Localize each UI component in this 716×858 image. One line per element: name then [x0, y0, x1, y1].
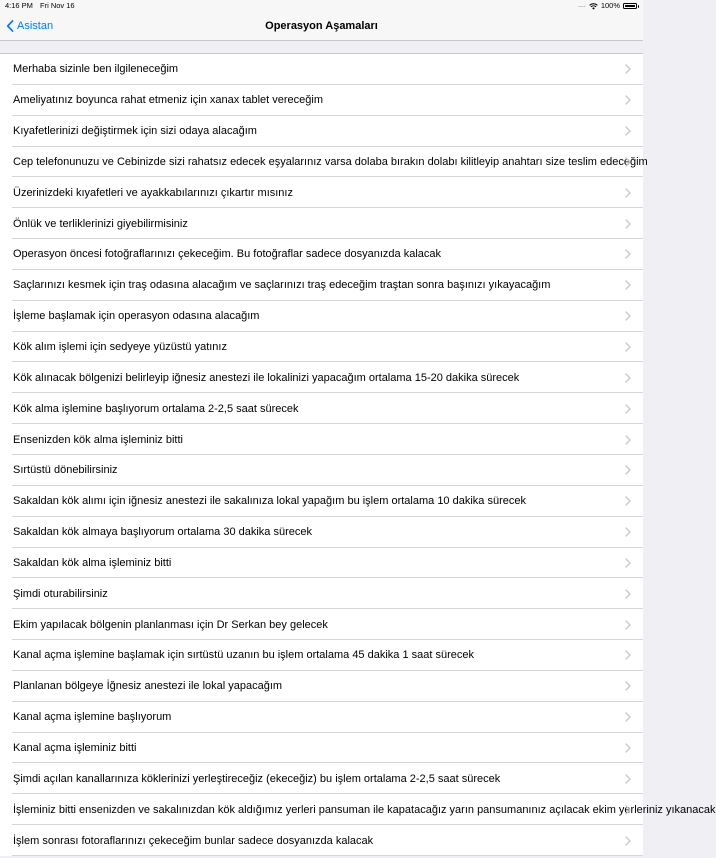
list-item[interactable]	[0, 671, 643, 702]
cellular-signal-icon: ....	[578, 2, 586, 9]
list-item-label: Kanal açma işleminiz bitti	[13, 741, 137, 754]
list-item-label: Cep telefonunuzu ve Cebinizde sizi rahatsız edecek eşyalarınız varsa dolaba bırakın dolabı kilitleyip anahtarı size teslim edeceğim	[13, 155, 648, 168]
chevron-right-icon	[625, 589, 631, 599]
list-item[interactable]	[0, 116, 643, 147]
list-item[interactable]	[0, 609, 643, 640]
back-button-label: Asistan	[17, 20, 54, 32]
list-item[interactable]	[0, 517, 643, 548]
list-item-label: Kök alım işlemi için sedyeye yüzüstü yatınız	[13, 341, 227, 354]
wifi-icon	[589, 3, 598, 10]
list-item[interactable]	[0, 702, 643, 733]
list-item[interactable]	[0, 239, 643, 270]
chevron-right-icon	[625, 558, 631, 568]
back-button[interactable]	[6, 12, 53, 40]
list-item[interactable]	[0, 794, 716, 825]
chevron-right-icon	[625, 681, 631, 691]
list-item-label: Sırtüstü dönebilirsiniz	[13, 464, 118, 477]
chevron-right-icon	[625, 774, 631, 784]
list-item[interactable]	[0, 763, 643, 794]
status-indicators	[578, 0, 637, 12]
chevron-right-icon	[625, 465, 631, 475]
chevron-left-icon	[6, 20, 14, 32]
list-item[interactable]	[0, 486, 643, 517]
battery-icon	[623, 3, 637, 9]
list-item-label: Sakaldan kök almaya başlıyorum ortalama 30 dakika sürecek	[13, 526, 312, 539]
list-item-label: Kanal açma işlemine başlıyorum	[13, 711, 172, 724]
list-item-label: Operasyon öncesi fotoğraflarınızı çekeceğim. Bu fotoğraflar sadece dosyanızda kalacak	[13, 248, 442, 261]
chevron-right-icon	[625, 743, 631, 753]
list-item[interactable]	[0, 270, 643, 301]
list-item-label: Sakaldan kök alma işleminiz bitti	[13, 556, 172, 569]
list-item-label: Kök alınacak bölgenizi belirleyip iğnesiz anestezi ile lokalinizi yapacağım ortalama 15-20 dakika sürecek	[13, 371, 520, 384]
list-item[interactable]	[0, 177, 643, 208]
chevron-right-icon	[625, 280, 631, 290]
chevron-right-icon	[625, 712, 631, 722]
list-item[interactable]	[0, 733, 643, 764]
chevron-right-icon	[625, 404, 631, 414]
chevron-right-icon	[625, 527, 631, 537]
list-item-label: Üzerinizdeki kıyafetleri ve ayakkabılarınızı çıkartır mısınız	[13, 186, 293, 199]
list-item-label: Şimdi oturabilirsiniz	[13, 587, 108, 600]
list-item[interactable]	[0, 208, 643, 239]
list-item-label: Sakaldan kök alımı için iğnesiz anestezi ile sakalınıza lokal yapağım bu işlem ortalama 10 dakika sürecek	[13, 495, 526, 508]
list-item[interactable]	[0, 147, 648, 178]
list-item-label: Saçlarınızı kesmek için traş odasına alacağım ve saçlarınızı traş edeceğim traştan sonra başınızı yıkayacağım	[13, 279, 551, 292]
list-item[interactable]	[0, 455, 643, 486]
chevron-right-icon	[625, 435, 631, 445]
list-item-label: İşleminiz bitti ensenizden ve sakalınızdan kök aldığımız yerleri pansuman ile kapatacağız yarın pansumanınız açılacak ekim yerleriniz yıkanacak	[13, 803, 716, 816]
list-item-label: Ekim yapılacak bölgenin planlanması için Dr Serkan bey gelecek	[13, 618, 328, 631]
chevron-right-icon	[625, 249, 631, 259]
list-item-label: İşleme başlamak için operasyon odasına alacağım	[13, 310, 260, 323]
status-time: 4:16 PM	[5, 1, 33, 10]
chevron-right-icon	[625, 805, 631, 815]
list-item-label: Planlanan bölgeye İğnesiz anestezi ile lokal yapacağım	[13, 680, 283, 693]
chevron-right-icon	[625, 620, 631, 630]
battery-percent: 100%	[600, 1, 620, 10]
chevron-right-icon	[625, 373, 631, 383]
list-item-label: Merhaba sizinle ben ilgileneceğim	[13, 63, 179, 76]
chevron-right-icon	[625, 342, 631, 352]
chevron-right-icon	[625, 836, 631, 846]
list-item-label: Şimdi açılan kanallarınıza köklerinizi yerleştireceğiz (ekeceğiz) bu işlem ortalama 2-2,5 saat sürecek	[13, 772, 501, 785]
list-item[interactable]	[0, 85, 643, 116]
list-item[interactable]	[0, 362, 643, 393]
navigation-bar	[0, 12, 643, 41]
list-item-label: Kanal açma işlemine başlamak için sırtüstü uzanın bu işlem ortalama 45 dakika 1 saat sürecek	[13, 649, 475, 662]
list-item-label: İşlem sonrası fotoraflarınızı çekeceğim bunlar sadece dosyanızda kalacak	[13, 834, 374, 847]
chevron-right-icon	[625, 496, 631, 506]
list-item-label: Kök alma işlemine başlıyorum ortalama 2-2,5 saat sürecek	[13, 402, 299, 415]
chevron-right-icon	[625, 311, 631, 321]
list-item-label: Önlük ve terliklerinizi giyebilirmisiniz	[13, 217, 188, 230]
operation-steps-list	[0, 53, 716, 856]
chevron-right-icon	[625, 64, 631, 74]
list-item[interactable]	[0, 825, 643, 856]
list-item[interactable]	[0, 54, 643, 85]
list-item[interactable]	[0, 578, 643, 609]
chevron-right-icon	[625, 188, 631, 198]
list-item[interactable]	[0, 424, 643, 455]
chevron-right-icon	[625, 157, 631, 167]
list-item[interactable]	[0, 301, 643, 332]
status-bar	[0, 0, 643, 12]
status-date: Fri Nov 16	[40, 1, 75, 10]
list-item[interactable]	[0, 640, 643, 671]
list-item-label: Kıyafetlerinizi değiştirmek için sizi odaya alacağım	[13, 125, 257, 138]
chevron-right-icon	[625, 650, 631, 660]
chevron-right-icon	[625, 126, 631, 136]
list-item-label: Ameliyatınız boyunca rahat etmeniz için xanax tablet vereceğim	[13, 94, 323, 107]
chevron-right-icon	[625, 95, 631, 105]
list-item[interactable]	[0, 332, 643, 363]
list-item[interactable]	[0, 393, 643, 424]
list-item-label: Ensenizden kök alma işleminiz bitti	[13, 433, 183, 446]
chevron-right-icon	[625, 219, 631, 229]
list-item[interactable]	[0, 548, 643, 579]
page-title: Operasyon Aşamaları	[265, 20, 378, 32]
